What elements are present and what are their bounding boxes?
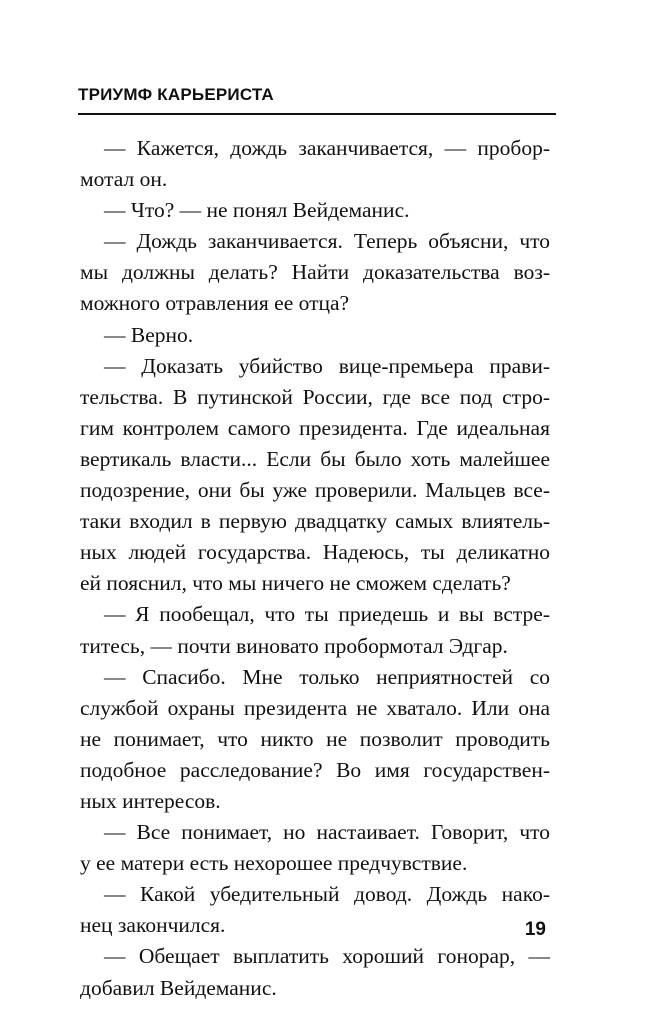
text-line: — Верно.	[104, 322, 194, 347]
text-line: — Кажется, дождь заканчивается, — пробор-	[104, 136, 550, 160]
text-line: таки входил в первую двадцатку самых влиятель-	[80, 509, 550, 534]
text-line: подобное расследование? Во имя государствен-	[80, 757, 550, 782]
text-line: — Доказать убийство вице-премьера прави-	[104, 353, 550, 378]
text-line: — Что? — не понял Вейдеманис.	[104, 198, 410, 223]
header-rule	[78, 113, 556, 115]
text-line: нец закончился.	[80, 913, 226, 938]
text-line: ных интересов.	[80, 788, 221, 813]
text-line: ей пояснил, что мы ничего не сможем сделать?	[80, 571, 511, 596]
text-line: — Дождь заканчивается. Теперь объясни, что	[104, 229, 550, 254]
text-line: тельства. В путинской России, где все под стро-	[80, 384, 550, 409]
text-line: подозрение, они бы уже проверили. Мальцев все-	[80, 478, 550, 503]
text-line: — Обещает выплатить хороший гонорар, —	[104, 944, 550, 969]
text-line: — Спасибо. Мне только неприятностей со	[104, 664, 550, 689]
text-line: можного отравления ее отца?	[80, 291, 350, 316]
text-line: — Какой убедительный довод. Дождь нако-	[104, 882, 550, 907]
text-line: мы должны делать? Найти доказательства воз-	[80, 260, 550, 285]
text-line: титесь, — почти виновато пробормотал Эдгар.	[80, 633, 508, 658]
text-line: службой охраны президента не хватало. Или она	[80, 695, 550, 720]
page-number: 19	[524, 919, 546, 940]
text-line: добавил Вейдеманис.	[80, 975, 277, 1000]
body-text	[80, 133, 550, 1004]
text-line: — Я пообещал, что ты приедешь и вы встре-	[104, 602, 550, 627]
text-line: у ее матери есть нехорошее предчувствие.	[80, 851, 468, 876]
text-line: не понимает, что никто не позволит проводить	[80, 726, 550, 751]
text-line: гим контролем самого президента. Где идеальная	[80, 415, 550, 440]
text-line: — Все понимает, но настаивает. Говорит, что	[104, 820, 550, 845]
text-line: вертикаль власти... Если бы было хоть малейшее	[80, 446, 550, 471]
page-header	[78, 84, 556, 120]
text-line: ных людей государства. Надеюсь, ты деликатно	[80, 540, 550, 565]
text-line: мотал он.	[80, 167, 168, 192]
running-head: ТРИУМФ КАРЬЕРИСТА	[78, 85, 274, 104]
